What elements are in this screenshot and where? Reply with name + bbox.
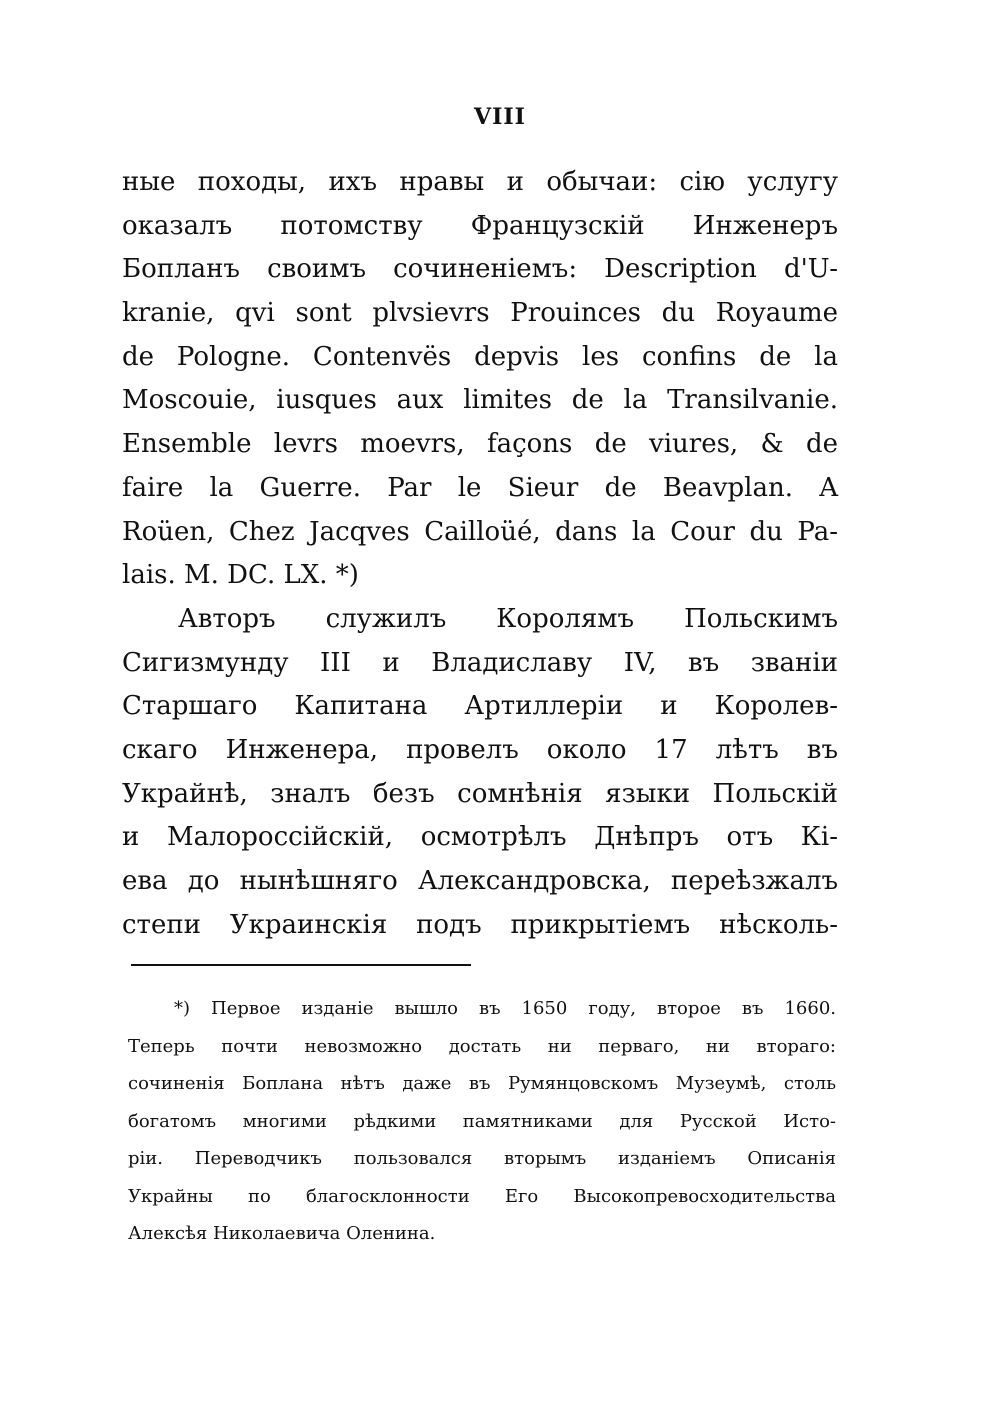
text-line: Roüen, Chez Jacqves Cailloüé, dans la Cour du Pa- [122,516,838,547]
text-line: ева до нынѣшняго Александровска, переѣзжалъ [122,866,838,896]
footnote-block [128,990,836,1253]
footnote-line: Украйны по благосклонности Его Высокопревосходительства [128,1185,836,1207]
footnote-line: Теперь почти невозможно достать ни перваго, ни втораго: [128,1035,836,1057]
text-line: Moscouie, iusques aux limites de la Transilvanie. [122,385,838,416]
footnote-line: рiи. Переводчикъ пользовался вторымъ изданiемъ Описанiя [128,1148,836,1169]
footnote-line: *) Первое изданiе вышло въ 1650 году, второе въ 1660. [174,998,836,1019]
text-line: степи Украинскiя подъ прикрытiемъ нѣсколь- [122,909,838,940]
text-line: Ensemble levrs moevrs, façons de viures, & de [122,429,838,460]
footnote-line: Алексѣя Николаевича Оленина. [128,1223,436,1244]
text-line: kranie, qvi sont plvsievrs Prouinces du Royaume [122,298,838,329]
text-line: и Малороссiйскiй, осмотрѣлъ Днѣпръ отъ Кi- [122,822,838,853]
text-line: lais. M. DC. LX. *) [122,560,359,591]
text-line: скаго Инженера, провелъ около 17 лѣтъ въ [122,734,838,765]
paragraph-start-line: Авторъ служилъ Королямъ Польскимъ [178,603,838,634]
page-number: VIII [474,104,526,130]
text-line: ные походы, ихъ нравы и обычаи: сiю услугу [122,167,838,197]
footnote-line: сочиненiя Боплана нѣтъ даже въ Румянцовскомъ Музеумѣ, столь [128,1073,836,1094]
footnote-line: богатомъ многими рѣдкими памятниками для Русской Исто- [128,1110,836,1132]
text-line: de Pologne. Contenvës depvis les confins de la [122,341,838,372]
text-line: Сигизмунду III и Владиславу IV, въ званiи [122,647,838,678]
text-line: Старшаго Капитана Артиллерiи и Королев- [122,691,838,722]
text-line: Украйнѣ, зналъ безъ сомнѣнiя языки Польскiй [122,778,838,809]
text-line: Бопланъ своимъ сочиненiемъ: Description d'U- [122,254,838,285]
text-line: оказалъ потомству Французскiй Инженеръ [122,210,838,241]
text-line: faire la Guerre. Par le Sieur de Beavplan. A [122,472,838,503]
main-text-block [122,161,838,947]
footnote-divider [131,964,471,966]
